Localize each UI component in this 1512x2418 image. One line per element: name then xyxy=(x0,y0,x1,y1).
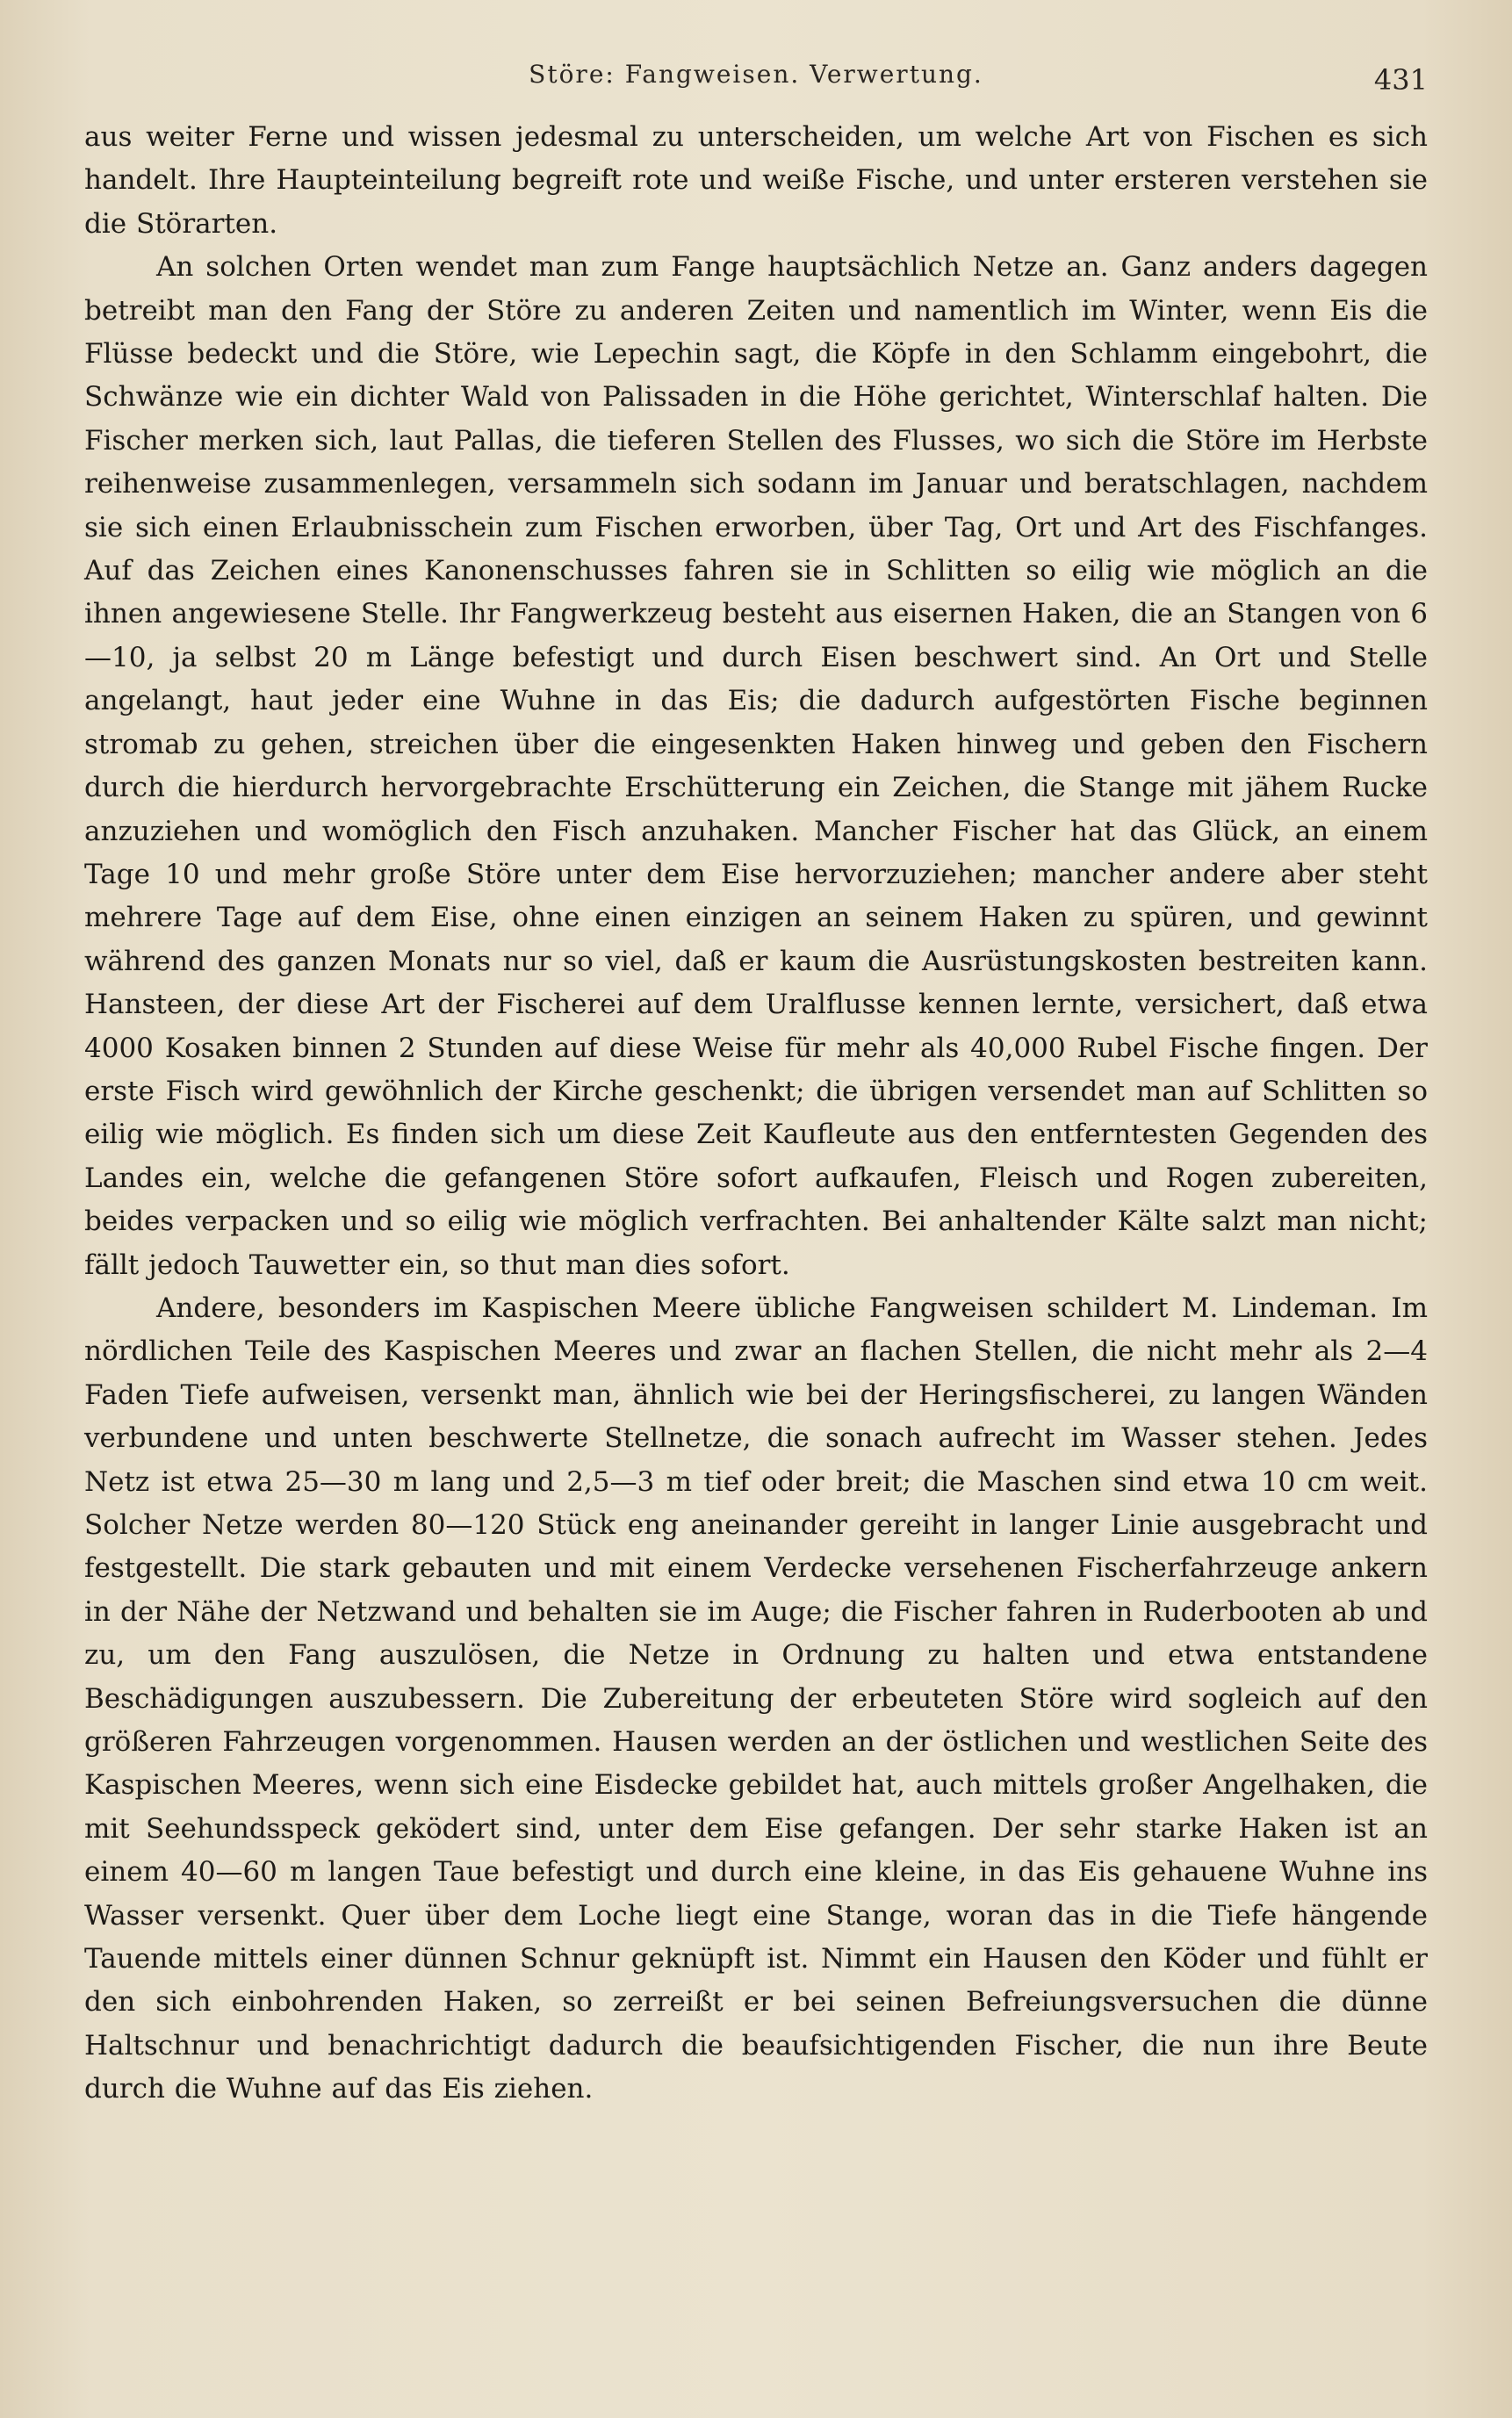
running-title: Störe: Fangweisen. Verwertung. xyxy=(529,60,983,89)
paragraph-caspian-fishing: Andere, besonders im Kaspischen Meere übliche Fangweisen schildert M. Lindeman. Im nördlichen Teile des Kaspischen Meeres und zwar an flachen Stellen, die nicht mehr als 2—4 Faden Tiefe aufweisen, versenkt man, ähnlich wie bei der Heringsfischerei, zu langen Wänden verbundene und unten beschwerte Stellnetze, die sonach aufrecht im Wasser stehen. Jedes Netz ist etwa 25—30 m lang und 2,5—3 m tief oder breit; die Maschen sind etwa 10 cm weit. Solcher Netze werden 80—120 Stück eng aneinander gereiht in langer Linie ausgebracht und festgestellt. Die stark gebauten und mit einem Verdecke versehenen Fischerfahrzeuge ankern in der Nähe der Netzwand und behalten sie im Auge; die Fischer fahren in Ruderbooten ab und zu, um den Fang auszulösen, die Netze in Ordnung zu halten und etwa entstandene Beschädigungen auszubessern. Die Zubereitung der erbeuteten Störe wird sogleich auf den größeren Fahrzeugen vorgenommen. Hausen werden an der östlichen und westlichen Seite des Kaspischen Meeres, wenn sich eine Eisdecke gebildet hat, auch mittels großer Angelhaken, die mit Seehundsspeck geködert sind, unter dem Eise gefangen. Der sehr starke Haken ist an einem 40—60 m langen Taue befestigt und durch eine kleine, in das Eis gehauene Wuhne ins Wasser versenkt. Quer über dem Loche liegt eine Stange, woran das in die Tiefe hängende Tauende mittels einer dünnen Schnur geknüpft ist. Nimmt ein Hausen den Köder und fühlt er den sich einbohrenden Haken, so zerreißt er bei seinen Befreiungsversuchen die dünne Haltschnur und benachrichtigt dadurch die beaufsichtigenden Fischer, die nun ihre Beute durch die Wuhne auf das Eis ziehen. xyxy=(84,1292,1428,2105)
body-text xyxy=(84,116,1428,2112)
running-header xyxy=(84,54,1428,98)
paragraph-winter-fishing: An solchen Orten wendet man zum Fange hauptsächlich Netze an. Ganz anders dagegen betreibt man den Fang der Störe zu anderen Zeiten und namentlich im Winter, wenn Eis die Flüsse bedeckt und die Störe, wie Lepechin sagt, die Köpfe in den Schlamm eingebohrt, die Schwänze wie ein dichter Wald von Palissaden in die Höhe gerichtet, Winterschlaf halten. Die Fischer merken sich, laut Pallas, die tieferen Stellen des Flusses, wo sich die Störe im Herbste reihenweise zusammenlegen, versammeln sich sodann im Januar und beratschlagen, nachdem sie sich einen Erlaubnisschein zum Fischen erworben, über Tag, Ort und Art des Fischfanges. Auf das Zeichen eines Kanonenschusses fahren sie in Schlitten so eilig wie möglich an die ihnen angewiesene Stelle. Ihr Fangwerkzeug besteht aus eisernen Haken, die an Stangen von 6—10, ja selbst 20 m Länge befestigt und durch Eisen beschwert sind. An Ort und Stelle angelangt, haut jeder eine Wuhne in das Eis; die dadurch aufgestörten Fische beginnen stromab zu gehen, streichen über die eingesenkten Haken hinweg und geben den Fischern durch die hierdurch hervorgebrachte Erschütterung ein Zeichen, die Stange mit jähem Rucke anzuziehen und womöglich den Fisch anzuhaken. Mancher Fischer hat das Glück, an einem Tage 10 und mehr große Störe unter dem Eise hervorzuziehen; mancher andere aber steht mehrere Tage auf dem Eise, ohne einen einzigen an seinem Haken zu spüren, und gewinnt während des ganzen Monats nur so viel, daß er kaum die Ausrüstungskosten bestreiten kann. Hansteen, der diese Art der Fischerei auf dem Uralflusse kennen lernte, versichert, daß etwa 4000 Kosaken binnen 2 Stunden auf diese Weise für mehr als 40,000 Rubel Fische fingen. Der erste Fisch wird gewöhnlich der Kirche geschenkt; die übrigen versendet man auf Schlitten so eilig wie möglich. Es finden sich um diese Zeit Kaufleute aus den entferntesten Gegenden des Landes ein, welche die gefangenen Störe sofort aufkaufen, Fleisch und Rogen zubereiten, beides verpacken und so eilig wie möglich verfrachten. Bei anhaltender Kälte salzt man nicht; fällt jedoch Tauwetter ein, so thut man dies sofort. xyxy=(84,251,1428,1281)
paragraph-continuation: aus weiter Ferne und wissen jedesmal zu unterscheiden, um welche Art von Fischen es sich handelt. Ihre Haupteinteilung begreift rote und weiße Fische, und unter ersteren verstehen sie die Störarten. xyxy=(84,121,1428,240)
page-number: 431 xyxy=(1373,63,1428,97)
